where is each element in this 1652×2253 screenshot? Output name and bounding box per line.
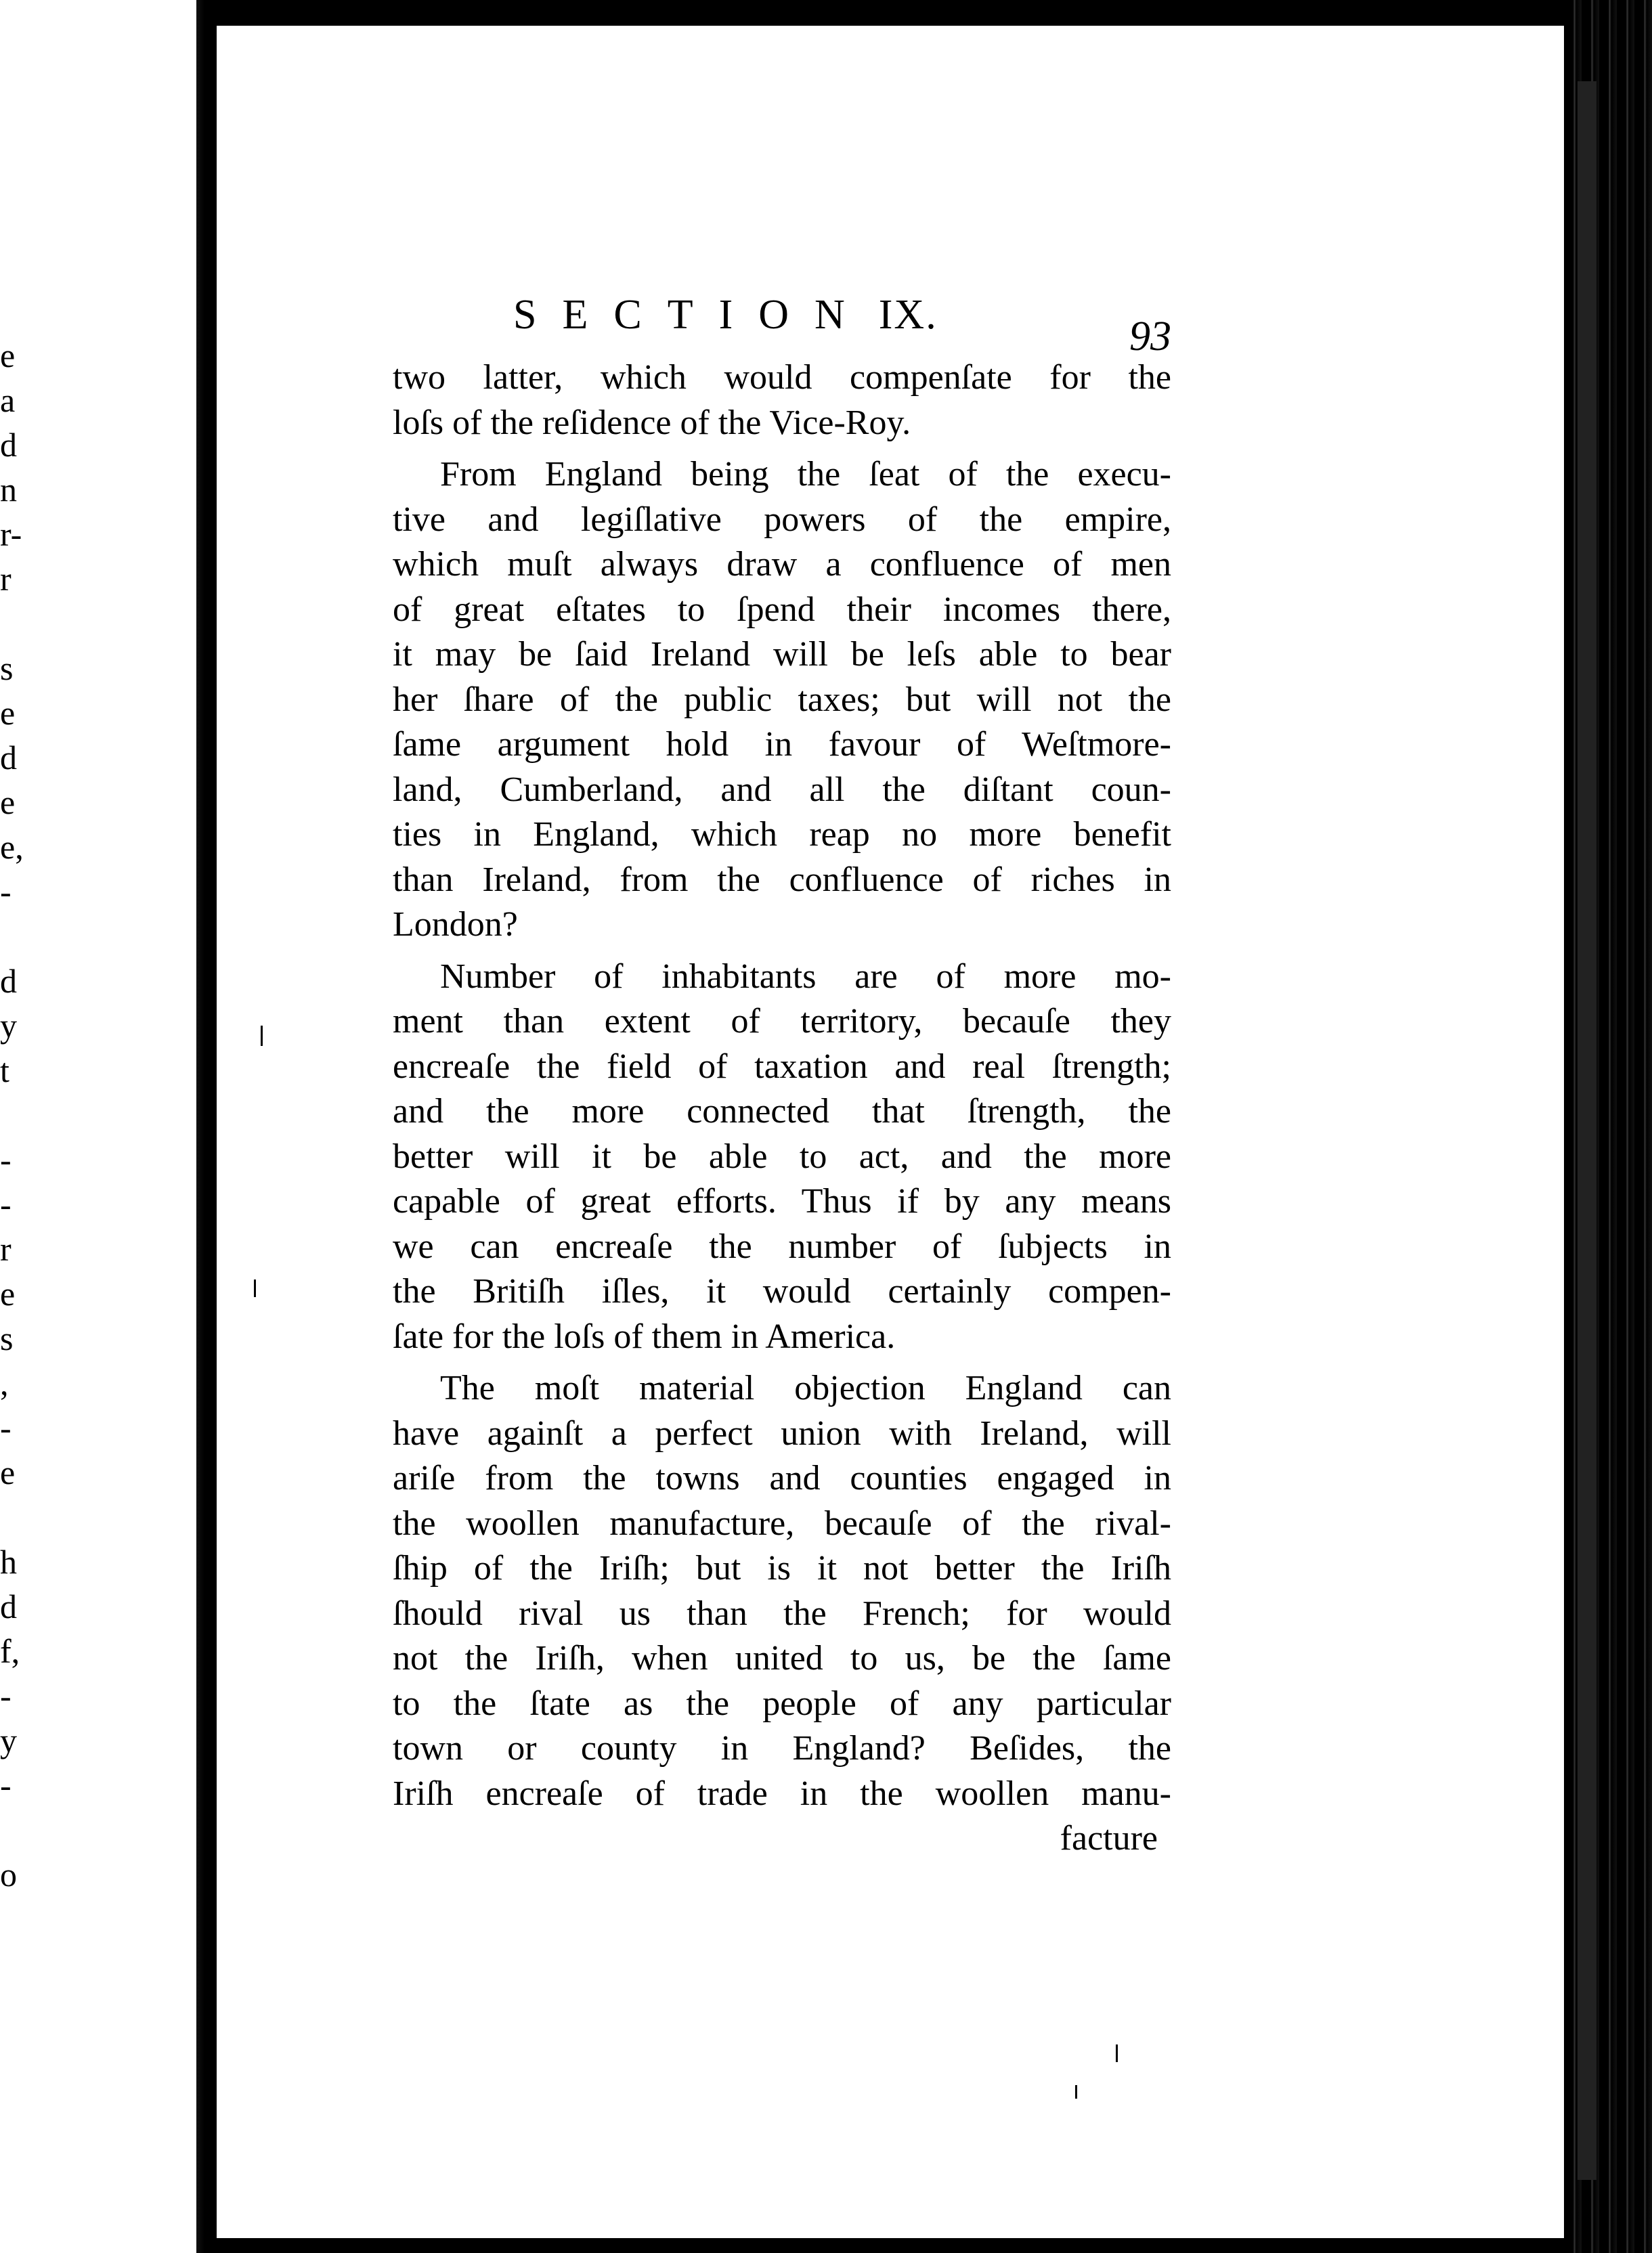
book-gutter — [196, 0, 217, 2253]
scan-mark — [254, 1279, 256, 1297]
paragraph — [393, 355, 1171, 445]
scan-mark — [1075, 2085, 1077, 2099]
page-bottom-border — [217, 2238, 1652, 2253]
left-page-fragment: e — [0, 783, 16, 821]
left-page-fragment — [0, 1813, 27, 1858]
left-page-fragment: - — [0, 1185, 12, 1223]
left-page-fragment: - — [0, 1766, 12, 1804]
paragraph — [393, 1366, 1171, 1816]
left-page-fragment — [0, 1500, 27, 1545]
left-page-fragment: , — [0, 1364, 9, 1402]
paragraph-gap — [393, 948, 1171, 955]
scan-mark — [1116, 2044, 1118, 2062]
text-line: ſhip of the Iriſh; but is it not better the Iriſh — [393, 1549, 1171, 1588]
left-page-fragment: r- — [0, 515, 22, 553]
text-line: better will it be able to act, and the more — [393, 1137, 1171, 1176]
left-page-fragment: d — [0, 426, 17, 464]
text-line: Number of inhabitants are of more mo- — [440, 957, 1171, 996]
text-line: the woollen manufacture, becauſe of the rival- — [393, 1504, 1171, 1543]
text-line: Iriſh encreaſe of trade in the woollen manu- — [393, 1774, 1171, 1813]
text-line: land, Cumberland, and all the diſtant coun- — [393, 770, 1171, 809]
text-line: have againſt a perfect union with Ireland, will — [393, 1414, 1171, 1453]
left-page-fragment: y — [0, 1007, 17, 1045]
left-page-fragment: r — [0, 560, 12, 598]
page-fore-edge-shadow — [1578, 81, 1596, 2180]
paragraph — [393, 955, 1171, 1360]
catchword: facture — [1060, 1819, 1158, 1858]
text-line: to the ſtate as the people of any particular — [393, 1684, 1171, 1723]
text-line: loſs of the reſidence of the Vice-Roy. — [393, 403, 911, 442]
left-page-fragment: s — [0, 1319, 14, 1357]
text-line: ſate for the loſs of them in America. — [393, 1317, 896, 1356]
left-page-fragment: d — [0, 739, 17, 776]
left-page-fragment — [0, 607, 27, 651]
page-number: 93 — [1129, 313, 1171, 359]
left-page-fragment: d — [0, 962, 17, 1000]
text-line: and the more connected that ſtrength, the — [393, 1092, 1171, 1131]
text-line: London? — [393, 905, 518, 944]
text-line: From England being the ſeat of the execu- — [440, 455, 1171, 494]
text-line: it may be ſaid Ireland will be leſs able to bear — [393, 635, 1171, 674]
text-line: of great eſtates to ſpend their incomes there, — [393, 590, 1171, 629]
left-page-fragment: e — [0, 336, 16, 374]
text-line: her ſhare of the public taxes; but will not the — [393, 680, 1171, 719]
section-number: IX. — [878, 292, 938, 338]
left-page-fragment: o — [0, 1856, 17, 1894]
text-line: we can encreaſe the number of ſubjects in — [393, 1227, 1171, 1266]
text-line: capable of great efforts. Thus if by any means — [393, 1182, 1171, 1221]
left-page-fragment: - — [0, 873, 12, 911]
left-page-line-endings — [0, 338, 27, 1902]
text-line: ment than extent of territory, becauſe they — [393, 1002, 1171, 1041]
left-page-fragment: s — [0, 649, 14, 687]
left-page-fragment: - — [0, 1677, 12, 1715]
left-page-fragment: h — [0, 1543, 17, 1581]
text-line: the Britiſh iſles, it would certainly compen- — [393, 1272, 1171, 1311]
left-page-fragment: e — [0, 1275, 16, 1313]
scan-mark — [261, 1026, 263, 1046]
text-line: which muſt always draw a confluence of men — [393, 545, 1171, 584]
paragraph-gap — [393, 1359, 1171, 1366]
text-line: two latter, which would compenſate for the — [393, 358, 1171, 397]
left-facing-page — [0, 0, 196, 2253]
running-header — [513, 291, 1170, 339]
paragraph-gap — [393, 445, 1171, 452]
text-line: tive and legiſlative powers of the empire, — [393, 500, 1171, 539]
left-page-fragment: f, — [0, 1632, 20, 1670]
left-page-fragment: e — [0, 1453, 16, 1491]
text-line: ſhould rival us than the French; for would — [393, 1594, 1171, 1633]
page-body-text — [393, 355, 1171, 1862]
text-line: not the Iriſh, when united to us, be the ſame — [393, 1639, 1171, 1678]
left-page-fragment: n — [0, 471, 17, 508]
text-line: town or county in England? Beſides, the — [393, 1729, 1171, 1768]
left-page-fragment: - — [0, 1141, 12, 1179]
left-page-fragment: e — [0, 694, 16, 732]
left-page-fragment — [0, 1098, 27, 1143]
text-line: ariſe from the towns and counties engaged in — [393, 1459, 1171, 1497]
text-line: ſame argument hold in favour of Weſtmore- — [393, 725, 1171, 764]
text-line: encreaſe the field of taxation and real ſtrength; — [393, 1047, 1171, 1086]
left-page-fragment: - — [0, 1409, 12, 1447]
left-page-fragment: d — [0, 1588, 17, 1625]
text-line: The moſt material objection England can — [440, 1369, 1171, 1407]
text-line: than Ireland, from the confluence of riches in — [393, 860, 1171, 899]
left-page-fragment — [0, 919, 27, 964]
left-page-fragment: a — [0, 381, 16, 419]
page-top-border — [217, 0, 1652, 26]
left-page-fragment: e, — [0, 828, 24, 866]
running-title: SECTION — [513, 292, 871, 338]
text-line: ties in England, which reap no more benefit — [393, 815, 1171, 854]
left-page-fragment: r — [0, 1230, 12, 1268]
paragraph — [393, 452, 1171, 948]
left-page-fragment: t — [0, 1051, 9, 1089]
left-page-fragment: y — [0, 1722, 17, 1759]
